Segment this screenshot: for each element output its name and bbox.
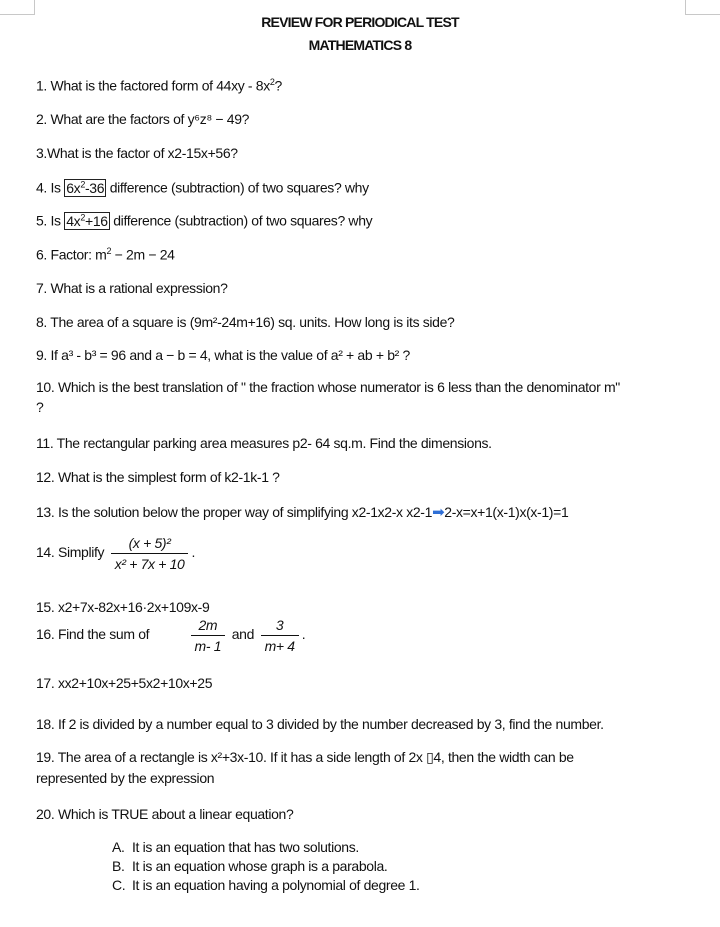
boxed-expression: $6x^2-36$ xyxy=(66,179,105,196)
page-title: REVIEW FOR PERIODICAL TEST xyxy=(261,14,459,30)
boxed-expression: $4x^2+16$ xyxy=(66,212,108,229)
arrow-icon: ➡ xyxy=(432,504,445,521)
question-17: 17. xx2+10x+25+5x2+10x+25 xyxy=(36,675,213,691)
question-19: 19. The area of a rectangle is x²+3x-10. If it has a side length of 2x ▯4, then the width can be represented by the expression xyxy=(36,749,574,786)
question-3: 3.What is the factor of x2-15x+56? xyxy=(36,145,238,161)
question-10: 10. Which is the best translation of " the fraction whose numerator is 6 less than the denominator m" ? xyxy=(36,379,620,415)
page-corner-mark-left xyxy=(0,0,35,15)
page-corner-mark-right xyxy=(685,0,720,15)
question-2: 2. What are the factors of y⁶z⁸ − 49? xyxy=(36,111,250,127)
question-13: 13. Is the solution below the proper way of simplifying x2-1x2-x x2-1➡2-x=x+1(x-1)x(x-1)=1 xyxy=(36,504,569,521)
question-6: 6. Factor: $m^2 - 2m - 24$ xyxy=(36,246,175,263)
question-18: 18. If 2 is divided by a number equal to 3 divided by the number decreased by 3, find the number. xyxy=(36,716,604,732)
fraction: $\frac{2m}{m- 1}$ xyxy=(191,617,226,654)
fraction: $\frac{3}{m+ 4}$ xyxy=(261,617,299,654)
question-14: 14. Simplify $\frac{\text{(x + 5)²}}{\text{x² + 7x + 10}}$ . xyxy=(36,535,195,572)
question-12: 12. What is the simplest form of k2-1k-1 ? xyxy=(36,469,280,485)
question-9: 9. If a³ - b³ = 96 and a − b = 4, what is the value of a² + ab + b² ? xyxy=(36,347,410,363)
choice-c: C. It is an equation having a polynomial of degree 1. xyxy=(112,877,420,893)
question-8: 8. The area of a square is (9m²-24m+16) sq. units. How long is its side? xyxy=(36,314,455,330)
question-11: 11. The rectangular parking area measures p2- 64 sq.m. Find the dimensions. xyxy=(36,435,492,451)
fraction: $\frac{\text{(x + 5)²}}{\text{x² + 7x + 10}}$ xyxy=(111,535,189,572)
question-5: 5. Is $4x^2+16$ difference (subtraction) of two squares? why xyxy=(36,212,373,229)
question-4: 4. Is $6x^2-36$ difference (subtraction) of two squares? why xyxy=(36,179,369,196)
page-subtitle: MATHEMATICS 8 xyxy=(308,37,412,53)
question-15: 15. x2+7x-82x+16·2x+109x-9 xyxy=(36,599,210,615)
question-7: 7. What is a rational expression? xyxy=(36,280,228,296)
question-1: 1. What is the factored form of $44xy - 8x^2$? xyxy=(36,77,282,94)
question-20: 20. Which is TRUE about a linear equation? xyxy=(36,806,294,822)
choice-a: A. It is an equation that has two solutions. xyxy=(112,839,359,855)
choice-b: B. It is an equation whose graph is a parabola. xyxy=(112,858,388,874)
question-16: 16. Find the sum of $\frac{2m}{m- 1}$ and $\frac{3}{m+ 4}$ . xyxy=(36,617,306,654)
answer-choices xyxy=(112,839,420,896)
